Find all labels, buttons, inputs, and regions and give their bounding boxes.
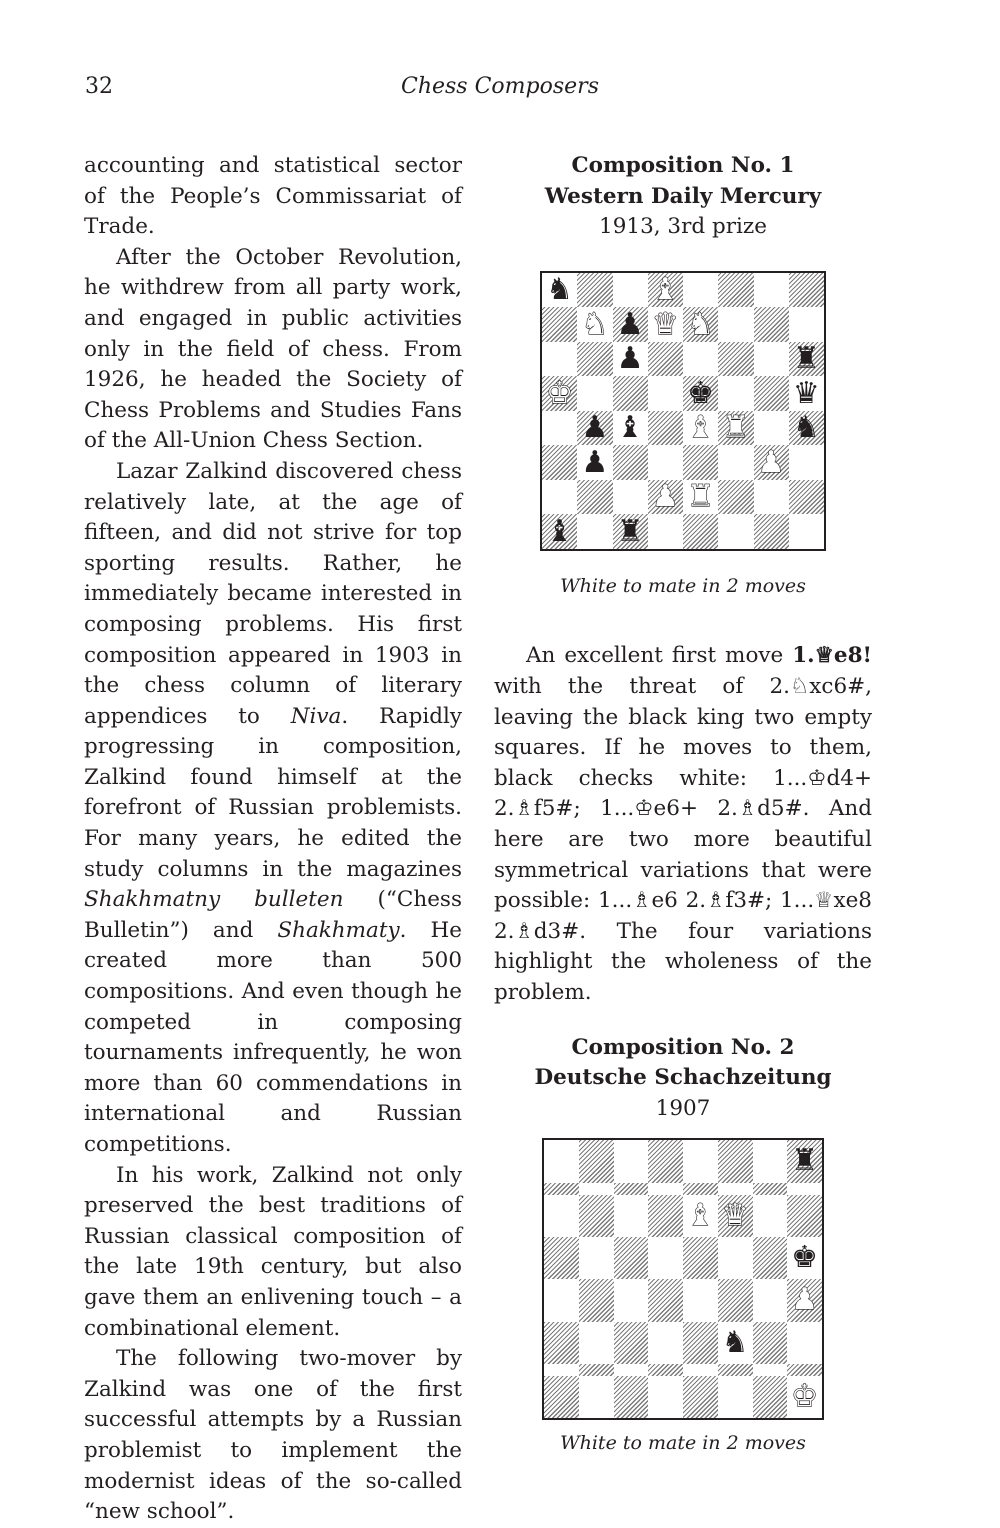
black-pawn-icon: ♟ — [616, 307, 644, 342]
black-king-icon: ♚ — [687, 376, 715, 411]
white-bishop-icon: ♝ — [651, 272, 679, 308]
board-square — [648, 1195, 683, 1237]
board-square — [648, 273, 683, 308]
board-square — [718, 1140, 753, 1182]
black-pawn-icon: ♟ — [581, 445, 609, 480]
board-square — [789, 307, 824, 342]
board-square — [648, 1183, 683, 1195]
white-knight-icon: ♞ — [687, 307, 715, 342]
board-square — [614, 1364, 649, 1376]
board-square — [683, 1279, 718, 1321]
board-square — [683, 514, 718, 549]
composition-title: Composition No. 2 — [571, 1034, 795, 1060]
board-square — [614, 1140, 649, 1182]
board-square — [544, 1237, 579, 1279]
board-square — [577, 273, 612, 308]
black-rook-icon: ♜ — [616, 514, 644, 549]
white-bishop-icon: ♝ — [687, 410, 715, 446]
composition-details: 1913, 3rd prize — [599, 214, 767, 240]
board-square — [754, 445, 789, 480]
board-square — [613, 411, 648, 446]
analysis-intro: An excellent first move — [526, 643, 793, 669]
board-square — [614, 1195, 649, 1237]
composition-1-heading — [494, 151, 872, 243]
board-square — [577, 445, 612, 480]
black-bishop-icon: ♝ — [616, 410, 644, 446]
board-square — [787, 1140, 822, 1182]
board-square — [542, 445, 577, 480]
board-square — [718, 376, 753, 411]
white-king-icon: ♚ — [546, 376, 574, 411]
board-square — [542, 514, 577, 549]
board-square — [718, 342, 753, 377]
board-square — [787, 1195, 822, 1237]
board-square — [613, 273, 648, 308]
board-square — [544, 1140, 579, 1182]
board-square — [542, 342, 577, 377]
composition-title: Composition No. 1 — [571, 153, 795, 178]
board-square — [542, 480, 577, 515]
white-pawn-icon: ♟ — [791, 1282, 819, 1318]
board-square — [718, 514, 753, 549]
board-square — [718, 1322, 753, 1364]
board-square — [789, 445, 824, 480]
black-pawn-icon: ♟ — [616, 341, 644, 377]
paragraph: After the October Revolution, he withdrew from all party work, and engaged in public activities only in the field of chess. From 1926, he headed the Society of Chess Problems and Studies Fans of the All-Union Chess Section. — [84, 244, 462, 454]
board-square — [577, 376, 612, 411]
board-square — [648, 307, 683, 342]
board-square — [787, 1237, 822, 1279]
board-square — [577, 342, 612, 377]
board-square — [789, 411, 824, 446]
composition-details: 1907 — [655, 1095, 711, 1121]
board-square — [579, 1322, 614, 1364]
page-number: 32 — [85, 74, 113, 99]
board-square — [683, 376, 718, 411]
board-square — [718, 273, 753, 308]
black-king-icon: ♚ — [791, 1240, 819, 1276]
board-square — [683, 445, 718, 480]
board-square — [789, 480, 824, 515]
board-square — [648, 1279, 683, 1321]
board-square — [789, 273, 824, 308]
board-square — [542, 307, 577, 342]
board-square — [544, 1279, 579, 1321]
composition-source: Deutsche Schachzeitung — [534, 1065, 832, 1091]
board-square — [683, 1364, 718, 1376]
board-square — [753, 1195, 788, 1237]
black-rook-icon: ♜ — [791, 1143, 819, 1179]
board-square — [754, 480, 789, 515]
board-square — [718, 1183, 753, 1195]
white-bishop-icon: ♝ — [686, 1197, 714, 1233]
board-square — [614, 1183, 649, 1195]
board-square — [579, 1195, 614, 1237]
board-square — [718, 307, 753, 342]
board-square — [683, 307, 718, 342]
black-pawn-icon: ♟ — [581, 410, 609, 446]
board-square — [683, 1195, 718, 1237]
running-title: Chess Composers — [401, 74, 599, 99]
board-square — [754, 307, 789, 342]
board-square — [718, 1364, 753, 1376]
board-square — [683, 342, 718, 377]
board-square — [754, 342, 789, 377]
board-square — [544, 1183, 579, 1195]
black-knight-icon: ♞ — [721, 1324, 749, 1360]
board-square — [753, 1322, 788, 1364]
board-square — [544, 1322, 579, 1364]
white-queen-icon: ♛ — [651, 307, 679, 342]
board-square — [648, 1376, 683, 1418]
board-square — [753, 1279, 788, 1321]
board-square — [579, 1237, 614, 1279]
board-square — [787, 1364, 822, 1376]
board-square — [542, 273, 577, 308]
white-rook-icon: ♜ — [687, 479, 715, 515]
board-square — [683, 1376, 718, 1418]
board-square — [754, 376, 789, 411]
board-square — [648, 342, 683, 377]
board-square — [614, 1279, 649, 1321]
board-square — [787, 1322, 822, 1364]
left-column — [84, 151, 462, 1528]
board-square — [754, 411, 789, 446]
board-square — [787, 1279, 822, 1321]
board-square — [648, 480, 683, 515]
board-square — [544, 1195, 579, 1237]
board-square — [683, 1322, 718, 1364]
board-square — [579, 1376, 614, 1418]
composition-source: Western Daily Mercury — [544, 183, 822, 209]
board-square — [613, 480, 648, 515]
composition-2-heading — [494, 1033, 872, 1125]
board-square — [579, 1279, 614, 1321]
paragraph: The following two-mover by Zalkind was one of the first successful attempts by a Russian problemist to implement the modernist ideas of the so-called “new school”. — [84, 1346, 462, 1525]
paragraph: In his work, Zalkind not only preserved the best traditions of Russian classical composition of the late 19th century, but also gave them an enlivening touch – a combinational element. — [84, 1162, 462, 1341]
board-square — [683, 1183, 718, 1195]
board-square — [718, 1195, 753, 1237]
board-square — [648, 1140, 683, 1182]
board-square — [613, 342, 648, 377]
white-rook-icon: ♜ — [722, 410, 750, 446]
board-square — [544, 1376, 579, 1418]
board-square — [614, 1322, 649, 1364]
board-square — [648, 514, 683, 549]
board-square — [787, 1376, 822, 1418]
board-square — [648, 411, 683, 446]
board-square — [718, 445, 753, 480]
board-square — [648, 376, 683, 411]
black-bishop-icon: ♝ — [546, 514, 574, 549]
paragraph: accounting and statistical sector of the People’s Commissariat of Trade. — [84, 153, 462, 240]
analysis-text: with the threat of 2.♘xc6#, leaving the black king two empty squares. If he moves to them, black checks white: 1...♔d4+ 2.♗f5#; 1...♔e6+ 2.♗d5#. And here are two more beautiful symmetrical variations that were possible: 1...♗e6 2.♗f3#; 1...♕xe8 2.♗d3#. The four variations highlight the wholeness of the problem. — [494, 673, 872, 1005]
board-square — [577, 480, 612, 515]
board-square — [613, 514, 648, 549]
black-knight-icon: ♞ — [792, 410, 820, 446]
board-square — [789, 514, 824, 549]
board-square — [542, 411, 577, 446]
white-queen-icon: ♛ — [721, 1197, 749, 1233]
board-square — [579, 1183, 614, 1195]
board-square — [718, 480, 753, 515]
board-square — [613, 307, 648, 342]
white-king-icon: ♚ — [791, 1379, 819, 1415]
board-square — [577, 411, 612, 446]
board-square — [753, 1364, 788, 1376]
board-square — [579, 1140, 614, 1182]
board-square — [789, 376, 824, 411]
board-square — [789, 342, 824, 377]
white-pawn-icon: ♟ — [757, 445, 785, 480]
board-square — [542, 376, 577, 411]
board-square — [577, 307, 612, 342]
board-square — [683, 1237, 718, 1279]
board-square — [683, 480, 718, 515]
board-square — [613, 445, 648, 480]
board-square — [753, 1376, 788, 1418]
board-square — [718, 1237, 753, 1279]
board-square — [648, 1237, 683, 1279]
board-square — [683, 411, 718, 446]
board-square — [754, 514, 789, 549]
board-square — [648, 1364, 683, 1376]
board-square — [577, 514, 612, 549]
white-knight-icon: ♞ — [581, 307, 609, 342]
board-square — [718, 411, 753, 446]
board-square — [579, 1364, 614, 1376]
board-square — [718, 1376, 753, 1418]
right-column — [494, 151, 872, 1459]
board-square — [683, 273, 718, 308]
key-move: 1.♕e8! — [792, 643, 872, 669]
chessboard-1 — [540, 271, 826, 551]
board-square — [718, 1279, 753, 1321]
board-square — [787, 1183, 822, 1195]
board-square — [753, 1140, 788, 1182]
composition-caption: White to mate in 2 moves — [560, 574, 806, 597]
board-square — [614, 1237, 649, 1279]
board-square — [648, 1322, 683, 1364]
board-square — [754, 273, 789, 308]
white-pawn-icon: ♟ — [651, 479, 679, 515]
composition-caption: White to mate in 2 moves — [560, 1432, 806, 1455]
board-square — [683, 1140, 718, 1182]
board-square — [544, 1364, 579, 1376]
black-rook-icon: ♜ — [792, 341, 820, 377]
board-square — [613, 376, 648, 411]
board-square — [614, 1376, 649, 1418]
board-square — [753, 1183, 788, 1195]
black-knight-icon: ♞ — [546, 272, 574, 308]
paragraph: Lazar Zalkind discovered chess relatively late, at the age of fifteen, and did not strive for top sporting results. Rather, he immediately became interested in composing problems. His first composition appeared in 1903 in the chess column of literary appendices to Niva. Rapidly progressing in composition, Zalkind found himself at the forefront of Russian problemists. For many years, he edited the study columns in the magazines Shakhmatny bulleten (“Chess Bulletin”) and Shakhmaty. He created more than 500 compositions. And even though he competed in composing tournaments infrequently, he won more than 60 commendations in international and Russian competitions. — [84, 458, 462, 1157]
chessboard-2 — [542, 1138, 824, 1420]
analysis-paragraph — [494, 641, 872, 1008]
board-square — [648, 445, 683, 480]
black-queen-icon: ♛ — [792, 376, 820, 411]
board-square — [753, 1237, 788, 1279]
